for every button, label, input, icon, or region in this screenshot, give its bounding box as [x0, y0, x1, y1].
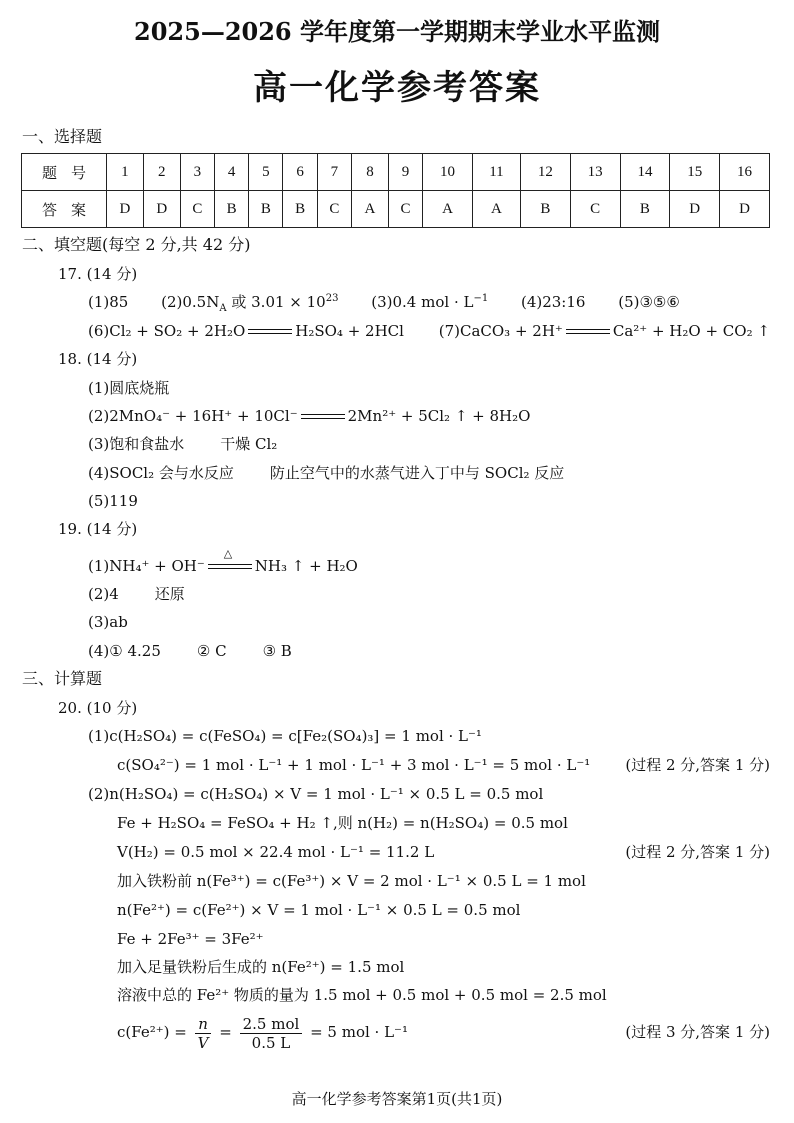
q19-label: 19. (14 分): [58, 520, 138, 538]
answer-cell: B: [620, 191, 670, 228]
answer-cell: B: [249, 191, 283, 228]
answer-cell: B: [214, 191, 248, 228]
answer-cell: D: [107, 191, 144, 228]
q20-line6: 加入铁粉前 n(Fe³⁺) = c(Fe³⁺) × V = 2 mol · L⁻¹ × 0.5 L = 1 mol: [117, 872, 586, 890]
question-number-cell: 9: [388, 154, 422, 191]
question-number-cell: 10: [423, 154, 473, 191]
q20-line5: V(H₂) = 0.5 mol × 22.4 mol · L⁻¹ = 11.2 L: [117, 843, 435, 861]
q18-a2: (2)2MnO₄⁻ + 16H⁺ + 10Cl⁻ 2Mn²⁺ + 5Cl₂ ↑ + 8H₂O: [88, 407, 531, 425]
question-number-cell: 4: [214, 154, 248, 191]
question-number-cell: 6: [283, 154, 317, 191]
q17-a4: (4)23:16: [520, 293, 586, 311]
answer-row: [22, 191, 770, 228]
section-2-title: 二、填空题(每空 2 分,共 42 分): [22, 235, 251, 254]
q19-a2: (2)4 还原: [88, 585, 185, 603]
heating-equals-icon: △: [208, 562, 252, 572]
q17-row2: [88, 320, 770, 342]
equals-sign-icon: [248, 327, 292, 337]
q18-label: 18. (14 分): [58, 350, 138, 368]
answer-cell: C: [180, 191, 214, 228]
q19-a3: (3)ab: [88, 613, 128, 631]
question-number-cell: 1: [107, 154, 144, 191]
question-number-cell: 2: [143, 154, 180, 191]
q20-line10: 溶液中总的 Fe²⁺ 物质的量为 1.5 mol + 0.5 mol + 0.5 mol = 2.5 mol: [117, 986, 607, 1004]
q20-line9: 加入足量铁粉后生成的 n(Fe²⁺) = 1.5 mol: [117, 958, 405, 976]
q18-a5: (5)119: [88, 492, 138, 510]
page-footer: 高一化学参考答案第1页(共1页): [291, 1090, 503, 1108]
fraction-n-over-v: $\frac{n}{V}$: [195, 1015, 212, 1052]
row-label-number: 题号: [22, 154, 107, 191]
question-number-cell: 15: [670, 154, 720, 191]
q20-label: 20. (10 分): [58, 699, 138, 717]
q17-a5: (5)③⑤⑥: [618, 293, 680, 311]
q17-a6: (6)Cl₂ + SO₂ + 2H₂O H₂SO₄ + 2HCl: [88, 322, 404, 340]
page-title: 高一化学参考答案: [253, 68, 541, 108]
q20-line8: Fe + 2Fe³⁺ = 3Fe²⁺: [117, 930, 264, 948]
answer-cell: D: [720, 191, 770, 228]
answer-cell: D: [143, 191, 180, 228]
q20-line11: c(Fe²⁺) = $\frac{n}{V}$ = $\frac{\text{2.5 mol}}{0.5 L}$ = 5 mol · L⁻¹: [117, 1014, 408, 1052]
q18-a4: (4)SOCl₂ 会与水反应 防止空气中的水蒸气进入丁中与 SOCl₂ 反应: [88, 464, 565, 482]
q19-a1: (1)NH₄⁺ + OH⁻ △ NH₃ ↑ + H₂O: [88, 547, 358, 575]
q20-line7: n(Fe²⁺) = c(Fe²⁺) × V = 1 mol · L⁻¹ × 0.5 L = 0.5 mol: [117, 901, 521, 919]
q20-line3: (2)n(H₂SO₄) = c(H₂SO₄) × V = 1 mol · L⁻¹ × 0.5 L = 0.5 mol: [88, 785, 544, 803]
q20-line1: (1)c(H₂SO₄) = c(FeSO₄) = c[Fe₂(SO₄)₃] = 1 mol · L⁻¹: [88, 727, 482, 745]
answer-cell: C: [388, 191, 422, 228]
answer-cell: A: [472, 191, 520, 228]
answer-cell: D: [670, 191, 720, 228]
answer-cell: A: [352, 191, 389, 228]
question-number-cell: 8: [352, 154, 389, 191]
row-label-answer: 答案: [22, 191, 107, 228]
question-number-cell: 5: [249, 154, 283, 191]
question-number-cell: 3: [180, 154, 214, 191]
q20-line2-note: (过程 2 分,答案 1 分): [625, 756, 770, 774]
q20-line2: c(SO₄²⁻) = 1 mol · L⁻¹ + 1 mol · L⁻¹ + 3 mol · L⁻¹ = 5 mol · L⁻¹: [117, 756, 591, 774]
fraction-values: $\frac{\text{2.5 mol}}{0.5 L}$: [240, 1015, 303, 1052]
question-number-cell: 13: [570, 154, 620, 191]
q17-a2: $(2)0.5N_A$ 或 $3.01 \times 10^{23}$: [161, 293, 339, 314]
q17-a7: (7)CaCO₃ + 2H⁺ Ca²⁺ + H₂O + CO₂ ↑: [438, 322, 770, 340]
question-number-cell: 11: [472, 154, 520, 191]
q17-label: 17. (14 分): [58, 265, 138, 283]
q19-a4: (4)① 4.25 ② C ③ B: [88, 642, 292, 660]
question-number-cell: 14: [620, 154, 670, 191]
answer-cell: A: [423, 191, 473, 228]
answer-cell: B: [520, 191, 570, 228]
q18-a1: (1)圆底烧瓶: [88, 379, 170, 397]
question-number-row: [22, 154, 770, 191]
q20-line4: Fe + H₂SO₄ = FeSO₄ + H₂ ↑,则 n(H₂) = n(H₂SO₄) = 0.5 mol: [117, 814, 568, 832]
question-number-cell: 12: [520, 154, 570, 191]
q17-a3: (3)0.4 mol · $L^{-1}$: [371, 293, 489, 311]
q17-row1: [88, 291, 680, 313]
q17-a1: (1)85: [88, 293, 129, 311]
equals-sign-icon: [566, 327, 610, 337]
question-number-cell: 7: [317, 154, 351, 191]
equals-sign-icon: [301, 412, 345, 422]
section-3-title: 三、计算题: [22, 669, 103, 688]
q20-line5-note: (过程 2 分,答案 1 分): [625, 843, 770, 861]
exam-title: 2025—2026 学年度第一学期期末学业水平监测: [134, 17, 660, 46]
q18-a3: (3)饱和食盐水 干燥 Cl₂: [88, 435, 278, 453]
answer-cell: C: [317, 191, 351, 228]
question-number-cell: 16: [720, 154, 770, 191]
answer-cell: C: [570, 191, 620, 228]
answer-table: [21, 153, 770, 228]
q20-line11-note: (过程 3 分,答案 1 分): [625, 1023, 770, 1041]
section-1-title: 一、选择题: [22, 127, 103, 146]
answer-cell: B: [283, 191, 317, 228]
